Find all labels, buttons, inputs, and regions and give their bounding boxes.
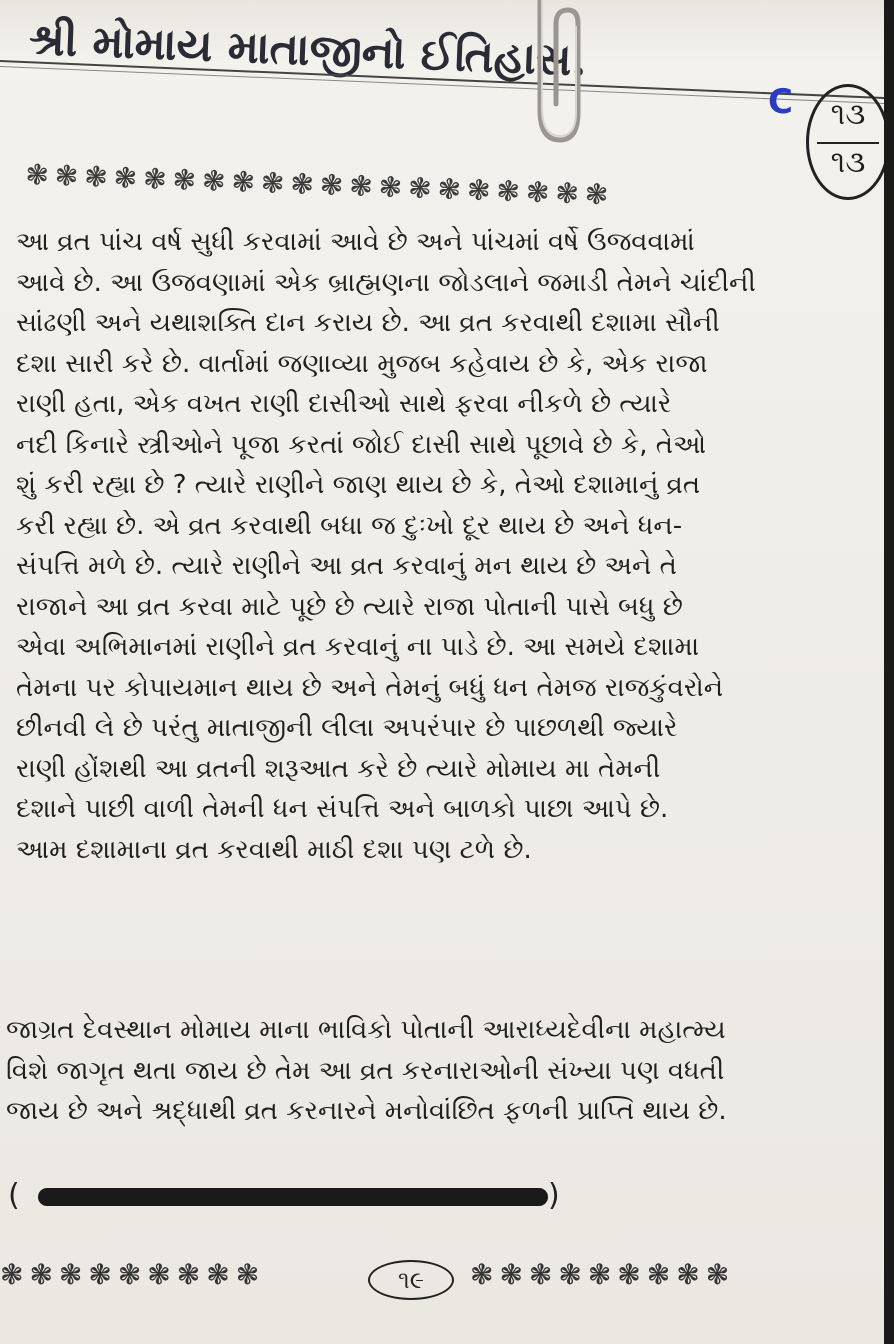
section-letter: C xyxy=(768,82,793,122)
text-line: આમ દશામાના વ્રત કરવાથી માઠી દશા પણ ટળે છે. xyxy=(16,834,532,865)
text-line: છીનવી લે છે પરંતુ માતાજીની લીલા અપરંપાર છે પાછળથી જ્યારે xyxy=(16,713,678,743)
text-line: શું કરી રહ્યા છે ? ત્યારે રાણીને જાણ થાય છે કે, તેઓ દશામાનું વ્રત xyxy=(16,470,701,500)
text-line: રાજાને આ વ્રત કરવા માટે પૂછે છે ત્યારે રાજા પોતાની પાસે બધુ છે xyxy=(16,591,683,622)
ornament-row-footer-right: ❃❃❃❃❃❃❃❃❃ xyxy=(470,1258,736,1291)
text-line: જાય છે અને શ્રદ્ધાથી વ્રત કરનારને મનોવાંછિત ફળની પ્રાપ્તિ થાય છે. xyxy=(6,1096,727,1126)
text-line: કરી રહ્યા છે. એ વ્રત કરવાથી બધા જ દુઃખો દૂર થાય છે અને ધન- xyxy=(16,510,683,541)
text-line: રાણી હતા, એક વખત રાણી દાસીઓ સાથે ફરવા નીકળે છે ત્યારે xyxy=(16,389,672,419)
page-number-top: ૧૩ xyxy=(830,97,866,132)
page-number-bottom: ૧૩ xyxy=(830,145,866,180)
text-line: નદી કિનારે સ્ત્રીઓને પૂજા કરતાં જોઈ દાસી સાથે પૂછાવે છે કે, તેઓ xyxy=(16,429,707,460)
redaction-mark xyxy=(38,1188,548,1206)
ornament-row-footer-left: ❃❃❃❃❃❃❃❃❃ xyxy=(0,1258,266,1291)
text-line: રાણી હોંશથી આ વ્રતની શરૂઆત કરે છે ત્યારે મોમાય મા તેમની xyxy=(16,753,661,784)
text-line: સંપત્તિ મળે છે. ત્યારે રાણીને આ વ્રત કરવાનું મન થાય છે અને તે xyxy=(16,551,677,581)
paper-clip-icon xyxy=(526,0,586,150)
text-line: સાંઢણી અને યથાશક્તિ દાન કરાય છે. આ વ્રત કરવાથી દશામા સૌની xyxy=(16,308,720,338)
text-line: આવે છે. આ ઉજવણામાં એક બ્રાહ્મણના જોડલાને જમાડી તેમને ચાંદીની xyxy=(16,267,756,298)
footer xyxy=(0,1258,884,1308)
signature-close-paren: ) xyxy=(548,1178,560,1213)
page-edge-shadow xyxy=(884,0,894,1344)
badge-divider xyxy=(817,142,879,144)
text-line: દશાને પાછી વાળી તેમની ધન સંપત્તિ અને બાળકો પાછા આપે છે. xyxy=(16,794,669,824)
redacted-signature xyxy=(8,1178,568,1218)
text-line: તેમના પર કોપાયમાન થાય છે અને તેમનું બધું ધન તેમજ રાજકુંવરોને xyxy=(16,672,724,703)
signature-open-paren: ( xyxy=(8,1178,20,1213)
page-number-badge xyxy=(806,84,884,200)
text-line: વિશે જાગૃત થતા જાય છે તેમ આ વ્રત કરનારાઓની સંખ્યા પણ વધતી xyxy=(6,1055,725,1086)
text-line: આ વ્રત પાંચ વર્ષ સુધી કરવામાં આવે છે અને પાંચમાં વર્ષે ઉજવવામાં xyxy=(16,227,695,257)
ornament-row-top: ❃❃❃❃❃❃❃❃❃❃❃❃❃❃❃❃❃❃❃❃ xyxy=(24,158,615,212)
text-line: જાગ્રત દેવસ્થાન મોમાય માના ભાવિકો પોતાની આરાધ્યદેવીના મહાત્મ્ય xyxy=(6,1015,726,1045)
paragraph-1 xyxy=(16,222,816,870)
footer-page-number: ૧૯ xyxy=(368,1260,454,1300)
page-title: શ્રી મોમાય માતાજીનો ઈતિહાસ. xyxy=(28,14,588,87)
paragraph-2 xyxy=(6,1010,806,1132)
text-line: એવા અભિમાનમાં રાણીને વ્રત કરવાનું ના પાડે છે. આ સમયે દશામા xyxy=(16,632,700,662)
text-line: દશા સારી કરે છે. વાર્તામાં જણાવ્યા મુજબ કહેવાય છે કે, એક રાજા xyxy=(16,348,708,379)
